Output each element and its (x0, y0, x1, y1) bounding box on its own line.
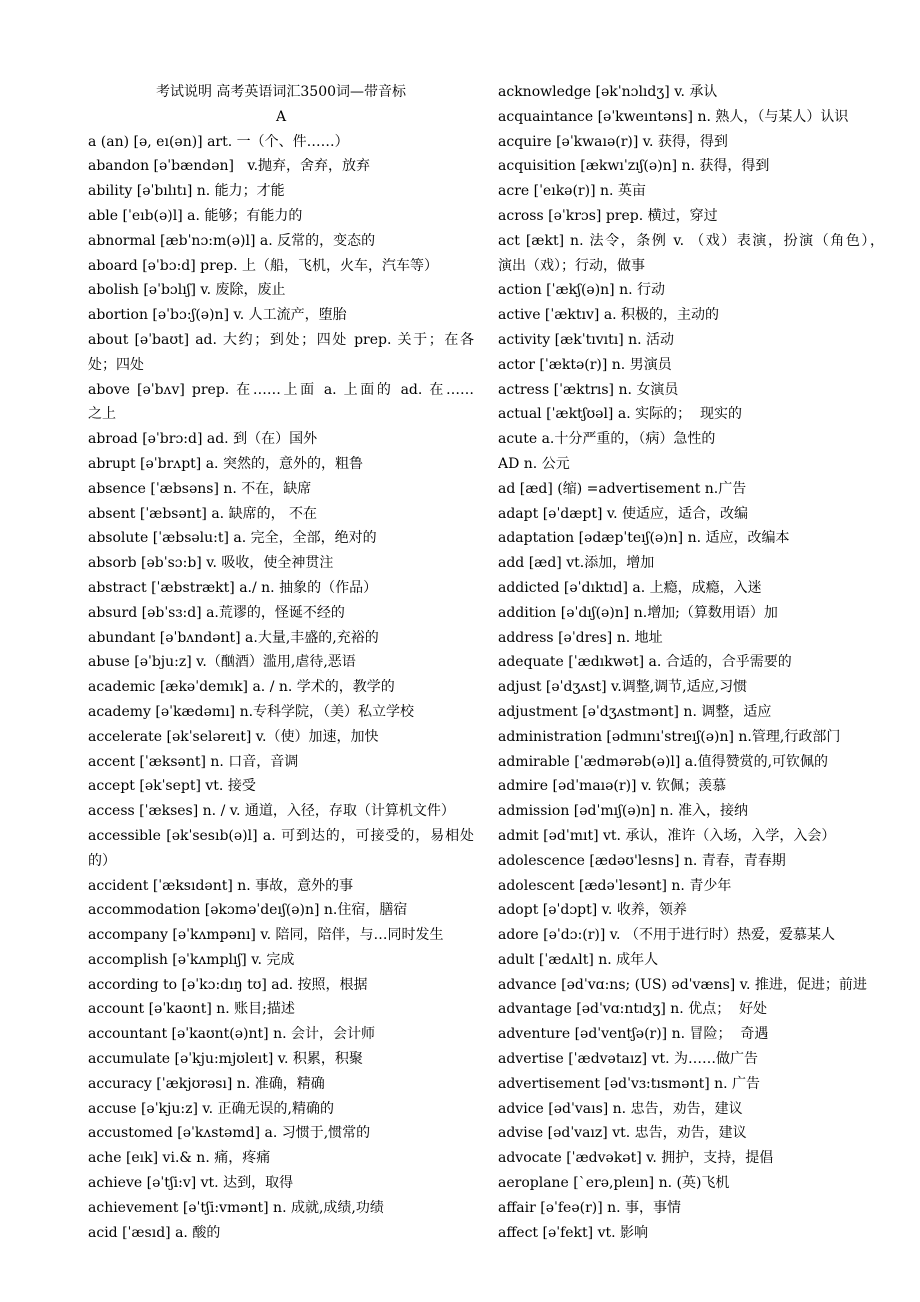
vocab-entry-line: across [əˈkrɔs] prep. 横过，穿过 (498, 207, 718, 224)
vocab-entry-line: acknowledge [əkˈnɔlıdʒ] v. 承认 (498, 84, 718, 100)
vocab-entry-line: advocate [ˈædvəkət] v. 拥护，支持，提倡 (498, 1150, 774, 1167)
vocab-entry-line: active [ˈæktıv] a. 积极的，主动的 (498, 307, 720, 324)
vocab-entry-line: act [ækt] n. 法令，条例 v. （戏）表演，扮演（角色）， (498, 232, 884, 249)
vocab-entry-line: 处；四处 (88, 356, 144, 373)
vocab-entry-line: actual [ˈæktʃʊəl] a. 实际的； 现实的 (498, 406, 742, 423)
vocab-entry-line: absorb [əbˈsɔ:b] v. 吸收，使全神贯注 (88, 555, 334, 572)
left-column (88, 80, 474, 1245)
vocab-entry-line: adolescent [ædəˈlesənt] n. 青少年 (498, 877, 732, 894)
vocab-entry-line: address [əˈdres] n. 地址 (498, 629, 663, 646)
vocab-entry-line: advantage [ədˈvɑ:ntıdʒ] n. 优点； 好处 (498, 1001, 768, 1018)
vocab-entry-line: absence [ˈæbsəns] n. 不在，缺席 (88, 480, 312, 497)
vocab-entry-line: advertisement [ədˈvɜ:tısmənt] n. 广告 (498, 1075, 761, 1092)
vocab-entry-line: abortion [əˈbɔ:ʃ(ə)n] v. 人工流产，堕胎 (88, 307, 347, 324)
vocab-entry-line: adjust [əˈdʒʌst] v.调整,调节,适应,习惯 (498, 679, 748, 696)
vocab-entry-line: accompany [əˈkʌmpənı] v. 陪同，陪伴，与…同时发生 (88, 927, 444, 944)
vocab-entry-line: acid [ˈæsıd] a. 酸的 (88, 1224, 221, 1241)
vocab-entry-line: access [ˈækses] n. / v. 通道，入径，存取（计算机文件） (88, 803, 455, 820)
vocab-entry-line: academy [əˈkædəmı] n.专科学院，（美）私立学校 (88, 703, 415, 720)
vocab-entry-line: accelerate [əkˈseləreıt] v.（使）加速，加快 (88, 728, 379, 745)
vocab-entry-line: accept [əkˈsept] vt. 接受 (88, 778, 256, 795)
vocab-entry-line: achieve [əˈtʃi:v] vt. 达到，取得 (88, 1175, 294, 1192)
vocab-entry-line: accuse [əˈkju:z] v. 正确无误的,精确的 (88, 1100, 335, 1117)
vocab-entry-line: aeroplane [ˋerə,pleın] n. (英)飞机 (498, 1175, 730, 1192)
vocab-entry-line: ad [æd] (缩) =advertisement n.广告 (498, 480, 747, 497)
vocab-entry-line: accessible [əkˈsesıb(ə)l] a. 可到达的，可接受的，易相处 (88, 827, 474, 844)
vocab-entry-line: addition [əˈdıʃ(ə)n] n.增加;（算数用语）加 (498, 604, 778, 621)
vocab-entry-line: acquisition [ækwıˈzıʃ(ə)n] n. 获得，得到 (498, 158, 770, 175)
vocab-entry-line: adjustment [əˈdʒʌstmənt] n. 调整，适应 (498, 703, 772, 720)
vocab-entry-line: activity [ækˈtıvıtı] n. 活动 (498, 331, 675, 348)
vocab-entry-line: accumulate [əˈkju:mjʊleıt] v. 积累，积聚 (88, 1051, 363, 1068)
vocab-entry-line: absolute [ˈæbsəlu:t] a. 完全，全部，绝对的 (88, 530, 377, 547)
vocab-entry-line: about [əˈbaʊt] ad. 大约；到处；四处 prep. 关于；在各 (88, 331, 474, 348)
vocab-entry-line: AD n. 公元 (498, 455, 570, 472)
vocab-entry-line: advise [ədˈvaız] vt. 忠告，劝告，建议 (498, 1125, 747, 1142)
vocab-entry-line: admission [ədˈmıʃ(ə)n] n. 准入，接纳 (498, 803, 748, 820)
vocab-entry-line: abrupt [əˈbrʌpt] a. 突然的，意外的，粗鲁 (88, 455, 363, 472)
vocab-entry-line: admit [ədˈmıt] vt. 承认，准许（入场，入学，入会） (498, 827, 836, 844)
vocab-entry-line: accident [ˈæksıdənt] n. 事故，意外的事 (88, 877, 354, 894)
vocab-entry-line: accustomed [əˈkʌstəmd] a. 习惯于,惯常的 (88, 1125, 371, 1142)
vocab-entry-line: advertise [ˈædvətaız] vt. 为……做广告 (498, 1051, 759, 1068)
vocab-entry-line: absent [ˈæbsənt] a. 缺席的， 不在 (88, 505, 318, 522)
section-letter: A (275, 108, 287, 125)
page-title: 考试说明 高考英语词汇3500词—带音标 (155, 84, 407, 100)
vocab-entry-line: acquire [əˈkwaıə(r)] v. 获得，得到 (498, 133, 728, 150)
vocab-entry-line: advance [ədˈvɑ:ns; (US) ədˈvæns] v. 推进，促进；前进 (498, 976, 867, 993)
vocab-entry-line: accent [ˈæksənt] n. 口音，音调 (88, 753, 299, 770)
vocab-entry-line: actor [ˈæktə(r)] n. 男演员 (498, 356, 672, 373)
vocab-entry-line: able [ˈeıb(ə)l] a. 能够；有能力的 (88, 207, 303, 224)
vocab-entry-line: action [ˈækʃ(ə)n] n. 行动 (498, 282, 665, 299)
vocab-entry-line: accommodation [əkɔməˈdeıʃ(ə)n] n.住宿，膳宿 (88, 902, 408, 919)
vocab-entry-line: accountant [əˈkaʊnt(ə)nt] n. 会计，会计师 (88, 1026, 375, 1043)
vocab-entry-line: accomplish [əˈkʌmplıʃ] v. 完成 (88, 951, 295, 968)
vocab-entry-line: abundant [əˈbʌndənt] a.大量,丰盛的,充裕的 (88, 629, 379, 646)
vocab-entry-line: abandon [əˈbændən] v.抛弃，舍弃，放弃 (88, 158, 371, 175)
vocab-entry-line: adult [ˈædʌlt] n. 成年人 (498, 951, 659, 968)
vocab-entry-line: admirable [ˈædmərəb(ə)l] a.值得赞赏的,可钦佩的 (498, 753, 829, 770)
right-column (498, 80, 884, 1245)
vocab-entry-line: administration [ədmınıˈstreıʃ(ə)n] n.管理,行政部门 (498, 728, 841, 745)
vocab-entry-line: add [æd] vt.添加，增加 (498, 555, 655, 572)
vocab-entry-line: admire [ədˈmaıə(r)] v. 钦佩；羡慕 (498, 778, 727, 795)
vocab-entry-line: 的） (88, 852, 116, 869)
vocab-entry-line: adequate [ˈædıkwət] a. 合适的，合乎需要的 (498, 654, 792, 671)
vocab-entry-line: adventure [ədˈventʃə(r)] n. 冒险； 奇遇 (498, 1026, 769, 1043)
vocab-entry-line: abolish [əˈbɔlıʃ] v. 废除，废止 (88, 282, 286, 299)
vocab-entry-line: account [əˈkaʊnt] n. 账目;描述 (88, 1001, 295, 1018)
vocab-entry-line: advice [ədˈvaıs] n. 忠告，劝告，建议 (498, 1100, 743, 1117)
vocab-entry-line: adopt [əˈdɔpt] v. 收养，领养 (498, 902, 687, 919)
vocab-entry-line: adore [əˈdɔ:(r)] v. （不用于进行时）热爱，爱慕某人 (498, 927, 835, 944)
vocab-entry-line: above [əˈbʌv] prep. 在……上面 a. 上面的 ad. 在…… (88, 381, 474, 398)
vocab-entry-line: abstract [ˈæbstrækt] a./ n. 抽象的（作品） (88, 579, 378, 596)
vocab-entry-line: 演出（戏）；行动，做事 (498, 257, 645, 274)
vocab-entry-line: abnormal [æbˈnɔ:m(ə)l] a. 反常的，变态的 (88, 232, 376, 249)
vocab-entry-line: adolescence [ædəʊ'lesns] n. 青春，青春期 (498, 852, 786, 869)
vocab-entry-line: accuracy [ˈækjʊrəsı] n. 准确，精确 (88, 1075, 325, 1092)
vocab-entry-line: ache [eık] vi.& n. 痛，疼痛 (88, 1150, 271, 1167)
vocab-entry-line: achievement [əˈtʃi:vmənt] n. 成就,成绩,功绩 (88, 1199, 384, 1216)
vocab-entry-line: absurd [əbˈsɜ:d] a.荒谬的，怪诞不经的 (88, 604, 345, 621)
vocab-entry-line: academic [ækəˈdemık] a. / n. 学术的，教学的 (88, 679, 395, 696)
vocab-entry-line: affair [əˈfeə(r)] n. 事，事情 (498, 1199, 682, 1216)
vocab-entry-line: actress [ˈæktrıs] n. 女演员 (498, 381, 679, 398)
vocab-entry-line: adaptation [ədæpˈteıʃ(ə)n] n. 适应，改编本 (498, 530, 790, 547)
vocab-entry-line: a (an) [ə, eı(ən)] art. 一（个、件……） (88, 133, 349, 150)
vocab-entry-line: aboard [əˈbɔ:d] prep. 上（船，飞机，火车，汽车等） (88, 257, 438, 274)
vocab-entry-line: ability [əˈbılıtı] n. 能力；才能 (88, 183, 285, 200)
vocab-entry-line: acre [ˈeıkə(r)] n. 英亩 (498, 183, 646, 200)
vocab-entry-line: adapt [əˈdæpt] v. 使适应，适合，改编 (498, 505, 749, 522)
vocab-entry-line: addicted [əˈdıktıd] a. 上瘾，成瘾，入迷 (498, 579, 762, 596)
vocab-entry-line: acute a.十分严重的，（病）急性的 (498, 431, 716, 448)
vocab-entry-line: abroad [əˈbrɔ:d] ad. 到（在）国外 (88, 431, 318, 448)
vocab-entry-line: according to [əˈkɔ:dıŋ tʊ] ad. 按照，根据 (88, 976, 368, 993)
vocab-entry-line: affect [əˈfekt] vt. 影响 (498, 1224, 649, 1241)
vocab-entry-line: acquaintance [əˈkweıntəns] n. 熟人，（与某人）认识 (498, 108, 849, 125)
vocab-entry-line: abuse [əˈbju:z] v.（酗酒）滥用,虐待,恶语 (88, 654, 356, 671)
vocab-entry-line: 之上 (88, 406, 116, 423)
